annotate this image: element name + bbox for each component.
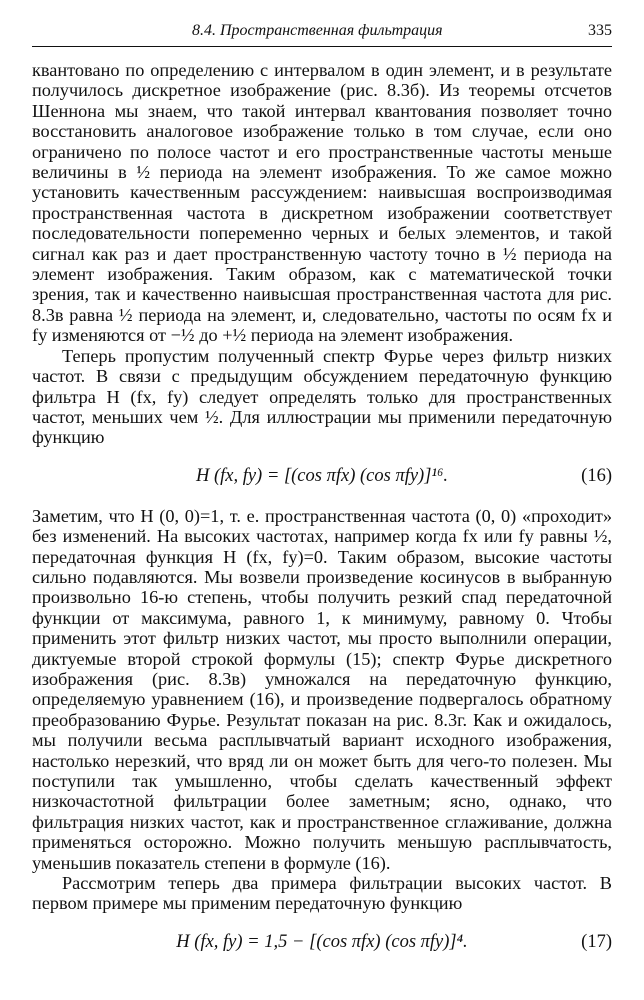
paragraph: Теперь пропустим полученный спектр Фурье через фильтр низких частот. В связи с предыдущим обсуждением передаточную функцию фильтра H (fx, fy) следует определять только для пространственных частот, меньших чем ½. Для иллюстрации мы применили передаточную функцию (32, 345, 612, 448)
page-number: 335 (588, 22, 612, 39)
running-header (32, 22, 612, 47)
formula-17 (32, 922, 612, 962)
paragraph: квантовано по определению с интервалом в один элемент, и в результате получилось дискретное изображение (рис. 8.3б). Из теоремы отсчетов Шеннона мы знаем, что такой интервал квантования позволяет точно восстановить аналоговое изображение только в том случае, если оно ограничено по полосе частот и его пространственные частоты меньше величины в ½ периода на элемент изображения. То же самое можно установить качественным рассуждением: наивысшая воспроизводимая пространственная частота в дискретном изображении соответствует последовательности попеременно черных и белых элементов, и такой сигнал как раз и дает пространственную частоту точно в ½ периода на элемент изображения. Таким образом, как с математической точки зрения, так и качественно наивысшая пространственная частота для рис. 8.3в равна ½ периода на элемент, и, следовательно, частоты по осям fx и fy изменяются от −½ до +½ периода на элемент изображения. (32, 60, 612, 346)
paragraph: Рассмотрим теперь два примера фильтрации высоких частот. В первом примере мы применим передаточную функцию (32, 873, 612, 914)
formula-expression: H (fx, fy) = 1,5 − [(cos πfx) (cos πfy)]⁴. (176, 931, 468, 952)
body-text (32, 60, 612, 972)
formula-expression: H (fx, fy) = [(cos πfx) (cos πfy)]¹⁶. (195, 465, 449, 486)
formula-16 (32, 456, 612, 496)
paragraph: Заметим, что H (0, 0)=1, т. е. пространственная частота (0, 0) «проходит» без изменений. На высоких частотах, например когда fx или fy равны ½, передаточная функция H (fx, fy)=0. Таким образом, высокие частоты сильно подавляются. Мы возвели произведение косинусов в выбранную произвольно 16-ю степень, чтобы получить резкий спад передаточной функции от максимума, равного 1, к минимуму, равному 0. Чтобы применить этот фильтр низких частот, мы просто выполнили операции, диктуемые второй строкой формулы (15); спектр Фурье дискретного изображения (рис. 8.3в) умножался на передаточную функцию, определяемую уравнением (16), и произведение подвергалось обратному преобразованию Фурье. Результат показан на рис. 8.3г. Как и ожидалось, мы получили весьма расплывчатый вариант исходного изображения, настолько нерезкий, что вряд ли он может быть для чего-то полезен. Мы поступили так умышленно, чтобы сделать качественный эффект низкочастотной фильтрации более заметным; ясно, однако, что фильтрация низких частот, как и пространственное сглаживание, должна применяться осторожно. Можно получить меньшую расплывчатость, уменьшив показатель степени в формуле (16). (32, 505, 612, 873)
formula-number: (16) (581, 465, 612, 486)
formula-number: (17) (581, 931, 612, 952)
section-title: 8.4. Пространственная фильтрация (192, 22, 443, 39)
